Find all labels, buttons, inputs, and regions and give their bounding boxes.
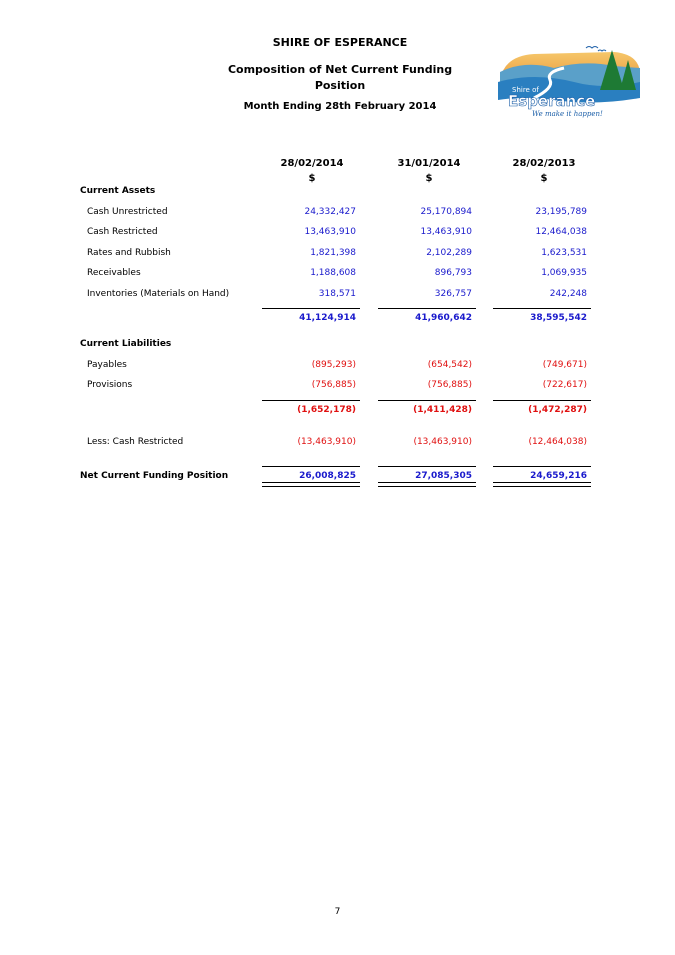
row-value: 1,188,608 (310, 268, 356, 278)
row-label: Provisions (87, 380, 133, 390)
row-value: 25,170,894 (420, 207, 472, 217)
column-unit: $ (308, 173, 316, 184)
row-value: (654,542) (427, 360, 472, 370)
row-value: 23,195,789 (535, 207, 587, 217)
current-liabilities-total: (1,472,287) (528, 405, 587, 415)
column-date: 28/02/2013 (512, 158, 576, 169)
row-value: (756,885) (427, 380, 472, 390)
row-label: Rates and Rubbish (87, 248, 171, 258)
organisation-name: SHIRE OF ESPERANCE (272, 36, 408, 49)
row-value: 13,463,910 (304, 227, 356, 237)
row-value: (722,617) (542, 380, 587, 390)
row-value: 13,463,910 (420, 227, 472, 237)
report-title (200, 62, 480, 94)
bird-icon (586, 47, 606, 52)
less-cash-restricted-value: (13,463,910) (413, 437, 472, 447)
less-cash-restricted-value: (12,464,038) (528, 437, 587, 447)
row-value: 326,757 (434, 289, 472, 299)
less-cash-restricted-value: (13,463,910) (297, 437, 356, 447)
row-value: 318,571 (318, 289, 356, 299)
row-label: Inventories (Materials on Hand) (87, 289, 230, 299)
subtotal-rule (262, 400, 360, 401)
row-value: 12,464,038 (535, 227, 587, 237)
row-value: 1,069,935 (541, 268, 587, 278)
row-value: 1,623,531 (541, 248, 587, 258)
report-period: Month Ending 28th February 2014 (243, 101, 437, 112)
row-value: 896,793 (434, 268, 472, 278)
total-rule (493, 466, 591, 467)
column-heading-2 (374, 156, 484, 186)
subtotal-rule (493, 308, 591, 309)
current-assets-heading: Current Assets (80, 186, 156, 196)
row-label: Cash Unrestricted (87, 207, 168, 217)
logo-line-2: Esperance (508, 92, 596, 110)
row-label: Receivables (87, 268, 141, 278)
report-title-line-1: Composition of Net Current Funding (227, 63, 453, 76)
logo-tagline: We make it happen! (532, 110, 603, 118)
current-assets-total: 41,960,642 (415, 313, 472, 323)
row-label: Payables (87, 360, 127, 370)
row-value: 242,248 (549, 289, 587, 299)
column-date: 28/02/2014 (280, 158, 344, 169)
current-liabilities-heading: Current Liabilities (80, 339, 172, 349)
row-value: (895,293) (311, 360, 356, 370)
column-heading-3 (489, 156, 599, 186)
row-value: 2,102,289 (426, 248, 472, 258)
row-label: Cash Restricted (87, 227, 158, 237)
current-liabilities-total: (1,411,428) (413, 405, 472, 415)
subtotal-rule (493, 400, 591, 401)
column-date: 31/01/2014 (397, 158, 461, 169)
total-rule (262, 466, 360, 467)
row-value: (749,671) (542, 360, 587, 370)
subtotal-rule (378, 400, 476, 401)
double-underline (378, 482, 476, 487)
logo-line-1: Shire of (512, 86, 539, 94)
shire-logo (494, 42, 644, 120)
row-value: 1,821,398 (310, 248, 356, 258)
net-position-value: 26,008,825 (299, 471, 356, 481)
column-heading-1 (257, 156, 367, 186)
less-cash-restricted-label: Less: Cash Restricted (87, 437, 184, 447)
net-position-label: Net Current Funding Position (80, 471, 229, 481)
total-rule (378, 466, 476, 467)
current-assets-total: 41,124,914 (299, 313, 356, 323)
double-underline (493, 482, 591, 487)
net-position-value: 24,659,216 (530, 471, 587, 481)
subtotal-rule (378, 308, 476, 309)
row-value: 24,332,427 (304, 207, 356, 217)
current-assets-total: 38,595,542 (530, 313, 587, 323)
subtotal-rule (262, 308, 360, 309)
page-number: 7 (334, 907, 341, 917)
double-underline (262, 482, 360, 487)
row-value: (756,885) (311, 380, 356, 390)
report-title-line-2: Position (314, 79, 366, 92)
column-unit: $ (540, 173, 548, 184)
net-position-value: 27,085,305 (415, 471, 472, 481)
column-unit: $ (425, 173, 433, 184)
current-liabilities-total: (1,652,178) (297, 405, 356, 415)
